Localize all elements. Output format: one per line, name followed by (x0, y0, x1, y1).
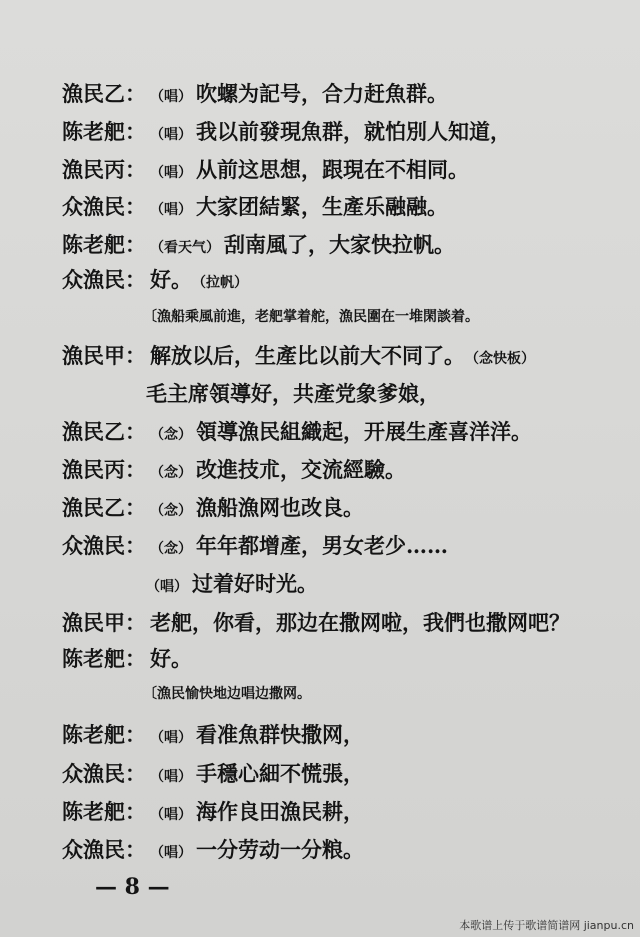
speaker-name: 漁民丙 (62, 457, 125, 482)
speaker-name: 陈老舥 (62, 646, 125, 671)
speaker-name: 陈老舥 (62, 232, 125, 257)
speaker-colon: ： (125, 646, 146, 671)
dialogue-line (62, 78, 448, 108)
dialogue-line (62, 643, 192, 673)
speaker-name: 漁民丙 (62, 157, 125, 182)
stage-cue: （唱） (146, 579, 188, 595)
dialogue-text: 老舥，你看，那边在撒网啦，我們也撒网吧？ (150, 610, 570, 635)
dialogue-text: 漁船漁网也改良。 (196, 495, 364, 520)
dialogue-line (62, 154, 469, 184)
stage-cue-tail: （拉帆） (192, 275, 248, 291)
dialogue-text: 吹螺为記号，合力赶魚群。 (196, 81, 448, 106)
speaker-name: 漁民乙 (62, 81, 125, 106)
stage-cue: （念） (150, 427, 192, 443)
continuation-line (146, 568, 318, 598)
speaker-colon: ： (125, 157, 146, 182)
speaker-colon: ： (125, 722, 146, 747)
speaker-name: 众漁民 (62, 533, 125, 558)
dialogue-text: 大家团結緊，生產乐融融。 (196, 194, 448, 219)
speaker-name: 众漁民 (62, 267, 125, 292)
dialogue-text: 領導漁民組織起，开展生產喜洋洋。 (196, 419, 532, 444)
speaker-name: 漁民甲 (62, 610, 125, 635)
stage-cue: （看天气） (150, 240, 220, 256)
stage-cue: （唱） (150, 845, 192, 861)
speaker-name: 陈老舥 (62, 119, 125, 144)
dialogue-text: 好。 (150, 646, 192, 671)
speaker-colon: ： (125, 837, 146, 862)
dialogue-text: 我以前發現魚群，就怕別人知道， (196, 119, 511, 144)
dialogue-line (62, 796, 364, 826)
dialogue-line (62, 264, 252, 294)
dialogue-text: 海作良田漁民耕， (196, 799, 364, 824)
speaker-colon: ： (125, 81, 146, 106)
speaker-colon: ： (125, 799, 146, 824)
dialogue-text: 年年都增產，男女老少…… (196, 533, 448, 558)
dialogue-text: 手穩心細不慌張， (196, 761, 364, 786)
speaker-colon: ： (125, 343, 146, 368)
stage-cue: （唱） (150, 730, 192, 746)
dialogue-line (62, 191, 448, 221)
speaker-name: 众漁民 (62, 837, 125, 862)
dialogue-text: 一分劳动一分粮。 (196, 837, 364, 862)
speaker-colon: ： (125, 194, 146, 219)
dialogue-text: 刮南風了，大家快拉帆。 (224, 232, 455, 257)
dialogue-line (62, 229, 455, 259)
dialogue-text: 看准魚群快撒网， (196, 722, 364, 747)
dialogue-text: 好。 (150, 267, 192, 292)
dialogue-line (62, 607, 570, 637)
continuation-line (146, 378, 440, 408)
stage-cue: （念） (150, 465, 192, 481)
speaker-colon: ： (125, 761, 146, 786)
dialogue-line (62, 340, 539, 370)
speaker-name: 陈老舥 (62, 799, 125, 824)
dialogue-line (62, 834, 364, 864)
stage-cue: （念） (150, 503, 192, 519)
watermark-text: 本歌谱上传于歌谱简谱网 jianpu.cn (459, 919, 634, 932)
dialogue-text: 过着好时光。 (192, 571, 318, 596)
stage-cue-tail: （念快板） (465, 351, 535, 367)
speaker-colon: ： (125, 610, 146, 635)
page-number: — 8 — (95, 874, 170, 900)
speaker-name: 众漁民 (62, 761, 125, 786)
stage-direction: 〔漁船乘風前進，老舥掌着舵，漁民圍在一堆閑談着。 (143, 309, 479, 325)
stage-cue: （唱） (150, 165, 192, 181)
stage-cue: （唱） (150, 89, 192, 105)
dialogue-text: 改進技朮，交流經驗。 (196, 457, 406, 482)
speaker-colon: ： (125, 457, 146, 482)
speaker-name: 众漁民 (62, 194, 125, 219)
dialogue-line (62, 454, 406, 484)
speaker-name: 漁民乙 (62, 495, 125, 520)
dialogue-line (62, 719, 364, 749)
speaker-colon: ： (125, 419, 146, 444)
stage-cue: （唱） (150, 769, 192, 785)
stage-direction: 〔漁民愉快地边唱边撒网。 (143, 686, 311, 702)
speaker-colon: ： (125, 232, 146, 257)
speaker-name: 漁民甲 (62, 343, 125, 368)
speaker-name: 陈老舥 (62, 722, 125, 747)
stage-cue: （唱） (150, 202, 192, 218)
dialogue-line (62, 530, 448, 560)
dialogue-text: 解放以后，生產比以前大不同了。 (150, 343, 465, 368)
dialogue-text: 从前这思想，跟現在不相同。 (196, 157, 469, 182)
dialogue-line (62, 758, 364, 788)
stage-cue: （唱） (150, 127, 192, 143)
speaker-colon: ： (125, 267, 146, 292)
speaker-colon: ： (125, 495, 146, 520)
dialogue-text: 毛主席領導好，共產党象爹娘， (146, 381, 440, 406)
dialogue-line (62, 416, 532, 446)
dialogue-line (62, 492, 364, 522)
speaker-colon: ： (125, 119, 146, 144)
speaker-colon: ： (125, 533, 146, 558)
stage-cue: （念） (150, 541, 192, 557)
dialogue-line (62, 116, 511, 146)
stage-cue: （唱） (150, 807, 192, 823)
speaker-name: 漁民乙 (62, 419, 125, 444)
